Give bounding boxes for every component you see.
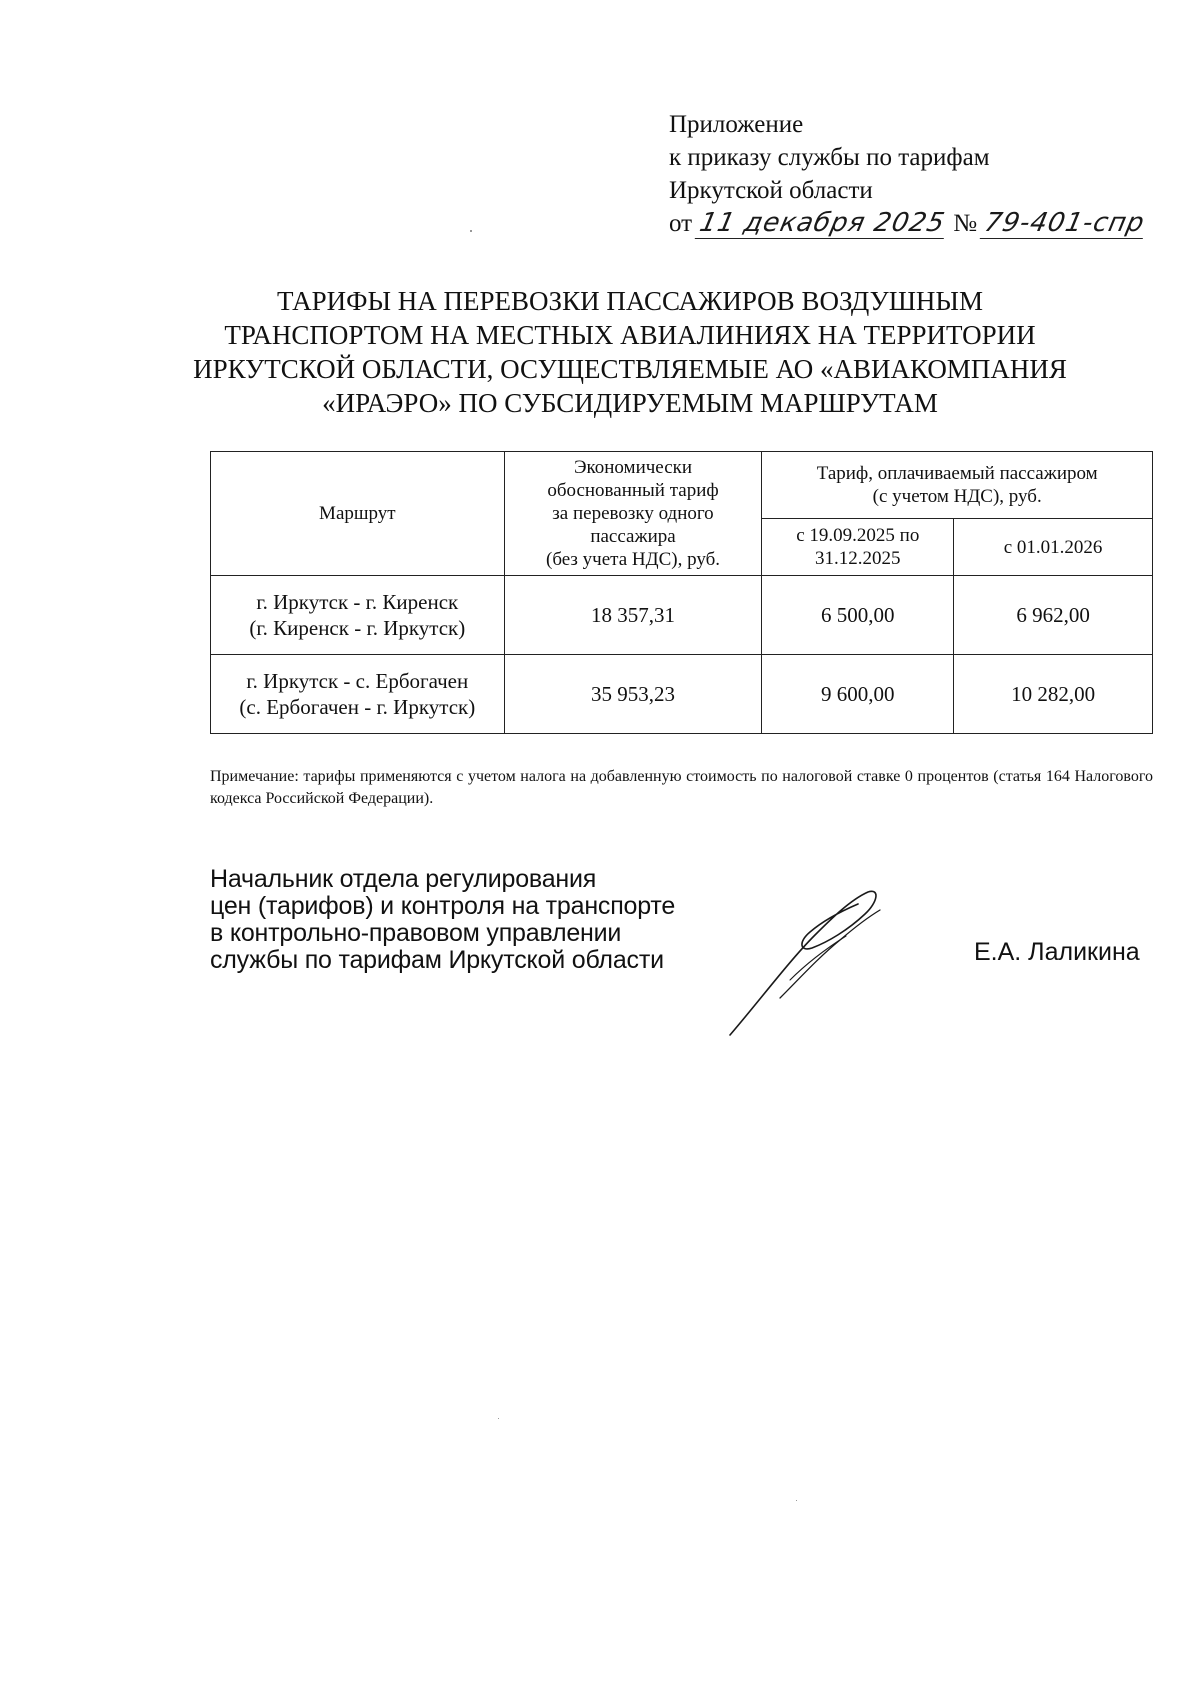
- appendix-label: Приложение: [669, 111, 804, 138]
- signer-name: Е.А. Лаликина: [974, 938, 1140, 966]
- document-title: [140, 284, 1120, 420]
- route-text: г. Иркутск - с. Ербогачен: [246, 669, 469, 693]
- handwritten-date: 11 декабря 2025: [695, 208, 950, 239]
- route-text: (с. Ербогачен - г. Иркутск): [239, 695, 476, 719]
- handwritten-order-number: 79-401-спр: [980, 208, 1150, 239]
- header-text: обоснованный тариф: [547, 480, 719, 501]
- cell-economic: 18 357,31: [504, 576, 762, 655]
- header-text: Тариф, оплачиваемый пассажиром: [816, 463, 1098, 484]
- header-text: Экономически: [573, 457, 693, 478]
- table-header-row: [211, 452, 1153, 519]
- header-text: с 19.09.2025 по: [796, 525, 920, 546]
- handwritten-signature-icon: [720, 880, 900, 1040]
- appendix-order-ref: к приказу службы по тарифам: [669, 144, 990, 171]
- header-economic-tariff: [504, 452, 762, 576]
- cell-economic: 35 953,23: [504, 655, 762, 734]
- cell-period-1: 9 600,00: [762, 655, 954, 734]
- title-line: ТАРИФЫ НА ПЕРЕВОЗКИ ПАССАЖИРОВ ВОЗДУШНЫМ: [277, 286, 983, 316]
- header-text: (без учета НДС), руб.: [546, 549, 720, 570]
- header-route: Маршрут: [211, 452, 505, 576]
- scan-speck: [796, 1500, 797, 1501]
- route-text: г. Иркутск - г. Киренск: [256, 590, 459, 614]
- cell-period-2: 10 282,00: [954, 655, 1153, 734]
- title-line: ТРАНСПОРТОМ НА МЕСТНЫХ АВИАЛИНИЯХ НА ТЕРРИТОРИИ: [224, 320, 1036, 350]
- signer-line: Начальник отдела регулирования: [210, 865, 597, 893]
- signer-position: [210, 866, 675, 974]
- number-label: №: [953, 210, 978, 237]
- from-label: от: [669, 210, 693, 237]
- header-period-2: с 01.01.2026: [954, 519, 1153, 576]
- cell-route: [211, 576, 505, 655]
- route-text: (г. Киренск - г. Иркутск): [249, 616, 466, 640]
- cell-period-1: 6 500,00: [762, 576, 954, 655]
- signer-line: в контрольно-правовом управлении: [210, 919, 622, 947]
- signer-line: цен (тарифов) и контроля на транспорте: [210, 892, 676, 920]
- table-row: [211, 576, 1153, 655]
- tariffs-table: [210, 451, 1153, 734]
- scan-speck: [470, 230, 472, 232]
- header-text: за перевозку одного: [552, 503, 714, 524]
- signer-line: службы по тарифам Иркутской области: [210, 946, 664, 974]
- appendix-date-line: [669, 207, 1147, 240]
- note-text: ставке 0 процентов (статья 164 Налогового кодекса Российской Федерации).: [210, 768, 1154, 807]
- note-text: Примечание: тарифы применяются с учетом налога на добавленную стоимость по налоговой: [210, 768, 853, 785]
- header-period-1: [762, 519, 954, 576]
- table-row: [211, 655, 1153, 734]
- appendix-region: Иркутской области: [669, 177, 873, 204]
- cell-period-2: 6 962,00: [954, 576, 1153, 655]
- header-text: пассажира: [590, 526, 676, 547]
- header-text: 31.12.2025: [815, 548, 901, 569]
- cell-route: [211, 655, 505, 734]
- header-text: (с учетом НДС), руб.: [872, 486, 1042, 507]
- scan-speck: [498, 1418, 499, 1419]
- title-line: ИРКУТСКОЙ ОБЛАСТИ, ОСУЩЕСТВЛЯЕМЫЕ АО «АВИАКОМПАНИЯ: [193, 354, 1067, 384]
- appendix-header: [669, 108, 1147, 240]
- table-note: [210, 766, 1153, 810]
- title-line: «ИРАЭРО» ПО СУБСИДИРУЕМЫМ МАРШРУТАМ: [322, 388, 938, 418]
- header-passenger-tariff: [762, 452, 1153, 519]
